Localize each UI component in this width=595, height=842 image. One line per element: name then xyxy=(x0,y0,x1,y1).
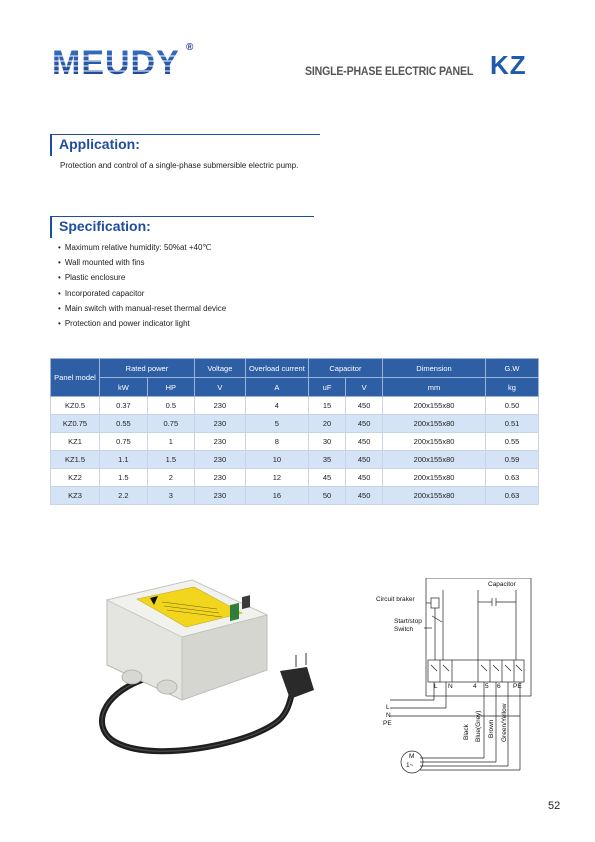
table-cell: 3 xyxy=(147,487,194,505)
table-cell: 200x155x80 xyxy=(383,433,486,451)
terminal-label: L xyxy=(434,683,438,690)
wire-label: Brown xyxy=(488,719,495,738)
page-number: 52 xyxy=(548,800,561,812)
table-cell: 200x155x80 xyxy=(383,469,486,487)
product-code: KZ xyxy=(490,50,527,80)
wire-label: Blue(Grey) xyxy=(475,710,482,742)
table-cell: 1.5 xyxy=(100,469,148,487)
table-cell: 0.5 xyxy=(147,397,194,415)
wire-label: Green/Yellow xyxy=(501,703,508,742)
table-cell: 2 xyxy=(147,469,194,487)
table-cell: KZ0.75 xyxy=(51,415,100,433)
table-cell: 0.50 xyxy=(486,397,539,415)
unit-cell: V xyxy=(346,378,383,397)
unit-cell: V xyxy=(194,378,245,397)
unit-cell: HP xyxy=(147,378,194,397)
table-cell: KZ1.5 xyxy=(51,451,100,469)
diagram-capacitor-label: Capacitor xyxy=(488,581,516,588)
unit-cell: A xyxy=(245,378,308,397)
table-cell: 0.75 xyxy=(147,415,194,433)
input-label: PE xyxy=(383,720,392,727)
table-cell: KZ0.5 xyxy=(51,397,100,415)
table-cell: 12 xyxy=(245,469,308,487)
diagram-breaker-label: Circuit braker xyxy=(376,596,415,603)
table-cell: KZ3 xyxy=(51,487,100,505)
table-cell: 0.63 xyxy=(486,469,539,487)
table-row xyxy=(51,433,539,451)
meudy-logo xyxy=(52,44,192,80)
table-cell: 20 xyxy=(308,415,345,433)
terminal-label: PE xyxy=(513,683,522,690)
specification-list xyxy=(58,240,226,331)
table-cell: 15 xyxy=(308,397,345,415)
table-cell: 0.55 xyxy=(486,433,539,451)
table-cell: 450 xyxy=(346,469,383,487)
spec-item: • Incorporated capacitor xyxy=(58,286,226,301)
terminal-label: 6 xyxy=(497,683,501,690)
table-cell: 1 xyxy=(147,433,194,451)
table-cell: 2.2 xyxy=(100,487,148,505)
table-cell: 35 xyxy=(308,451,345,469)
input-label: N xyxy=(386,712,391,719)
table-cell: 450 xyxy=(346,451,383,469)
table-cell: 0.59 xyxy=(486,451,539,469)
col-gw: G.W xyxy=(486,359,539,378)
terminal-label: 5 xyxy=(485,683,489,690)
spec-item: • Wall mounted with fins xyxy=(58,255,226,270)
specification-heading: Specification: xyxy=(50,216,151,238)
table-cell: 16 xyxy=(245,487,308,505)
col-rated-power: Rated power xyxy=(100,359,195,378)
registered-mark: ® xyxy=(186,42,194,53)
col-voltage: Voltage xyxy=(194,359,245,378)
table-cell: 450 xyxy=(346,397,383,415)
spec-item: • Plastic enclosure xyxy=(58,270,226,285)
application-heading: Application: xyxy=(50,134,140,156)
unit-cell: uF xyxy=(308,378,345,397)
table-cell: 0.51 xyxy=(486,415,539,433)
table-row xyxy=(51,415,539,433)
table-cell: 230 xyxy=(194,415,245,433)
table-cell: 450 xyxy=(346,415,383,433)
table-row xyxy=(51,397,539,415)
unit-cell: kg xyxy=(486,378,539,397)
table-cell: 0.55 xyxy=(100,415,148,433)
table-cell: 200x155x80 xyxy=(383,487,486,505)
table-cell: 450 xyxy=(346,433,383,451)
table-cell: 0.75 xyxy=(100,433,148,451)
table-cell: 4 xyxy=(245,397,308,415)
table-cell: 230 xyxy=(194,451,245,469)
product-photo xyxy=(82,575,322,765)
table-row xyxy=(51,487,539,505)
table-cell: 230 xyxy=(194,397,245,415)
col-panel-model: Panel model xyxy=(51,359,100,397)
col-dimension: Dimension xyxy=(383,359,486,378)
table-cell: 1.5 xyxy=(147,451,194,469)
wiring-diagram xyxy=(368,578,538,778)
table-cell: 50 xyxy=(308,487,345,505)
col-overload-current: Overload current xyxy=(245,359,308,378)
motor-phase-label: 1~ xyxy=(406,762,414,769)
table-cell: 0.63 xyxy=(486,487,539,505)
table-cell: 45 xyxy=(308,469,345,487)
col-capacitor: Capacitor xyxy=(308,359,382,378)
terminal-label: 4 xyxy=(473,683,477,690)
table-cell: 200x155x80 xyxy=(383,415,486,433)
table-cell: KZ2 xyxy=(51,469,100,487)
table-cell: 1.1 xyxy=(100,451,148,469)
wire-label: Black xyxy=(463,724,470,740)
table-cell: 10 xyxy=(245,451,308,469)
motor-label: M xyxy=(409,753,415,760)
table-cell: KZ1 xyxy=(51,433,100,451)
spec-item: • Main switch with manual-reset thermal device xyxy=(58,301,226,316)
unit-cell: kW xyxy=(100,378,148,397)
diagram-startstop-label: Start/stop xyxy=(394,618,422,625)
specification-table xyxy=(50,358,539,505)
table-cell: 0.37 xyxy=(100,397,148,415)
table-row xyxy=(51,469,539,487)
unit-cell: mm xyxy=(383,378,486,397)
spec-item: • Protection and power indicator light xyxy=(58,316,226,331)
page-title: SINGLE-PHASE ELECTRIC PANEL xyxy=(305,64,474,78)
table-cell: 200x155x80 xyxy=(383,397,486,415)
spec-item: • Maximum relative humidity: 50%at +40℃ xyxy=(58,240,226,255)
table-cell: 230 xyxy=(194,469,245,487)
table-cell: 200x155x80 xyxy=(383,451,486,469)
table-cell: 30 xyxy=(308,433,345,451)
application-divider xyxy=(52,134,320,135)
table-cell: 8 xyxy=(245,433,308,451)
table-cell: 450 xyxy=(346,487,383,505)
table-row xyxy=(51,451,539,469)
svg-text:MEUDY: MEUDY xyxy=(52,44,180,80)
table-cell: 230 xyxy=(194,433,245,451)
specification-divider xyxy=(52,216,314,217)
table-cell: 5 xyxy=(245,415,308,433)
input-label: L xyxy=(386,704,390,711)
application-text: Protection and control of a single-phase submersible electric pump. xyxy=(60,161,299,170)
diagram-switch-label: Switch xyxy=(394,626,414,633)
table-cell: 230 xyxy=(194,487,245,505)
terminal-label: N xyxy=(448,683,453,690)
